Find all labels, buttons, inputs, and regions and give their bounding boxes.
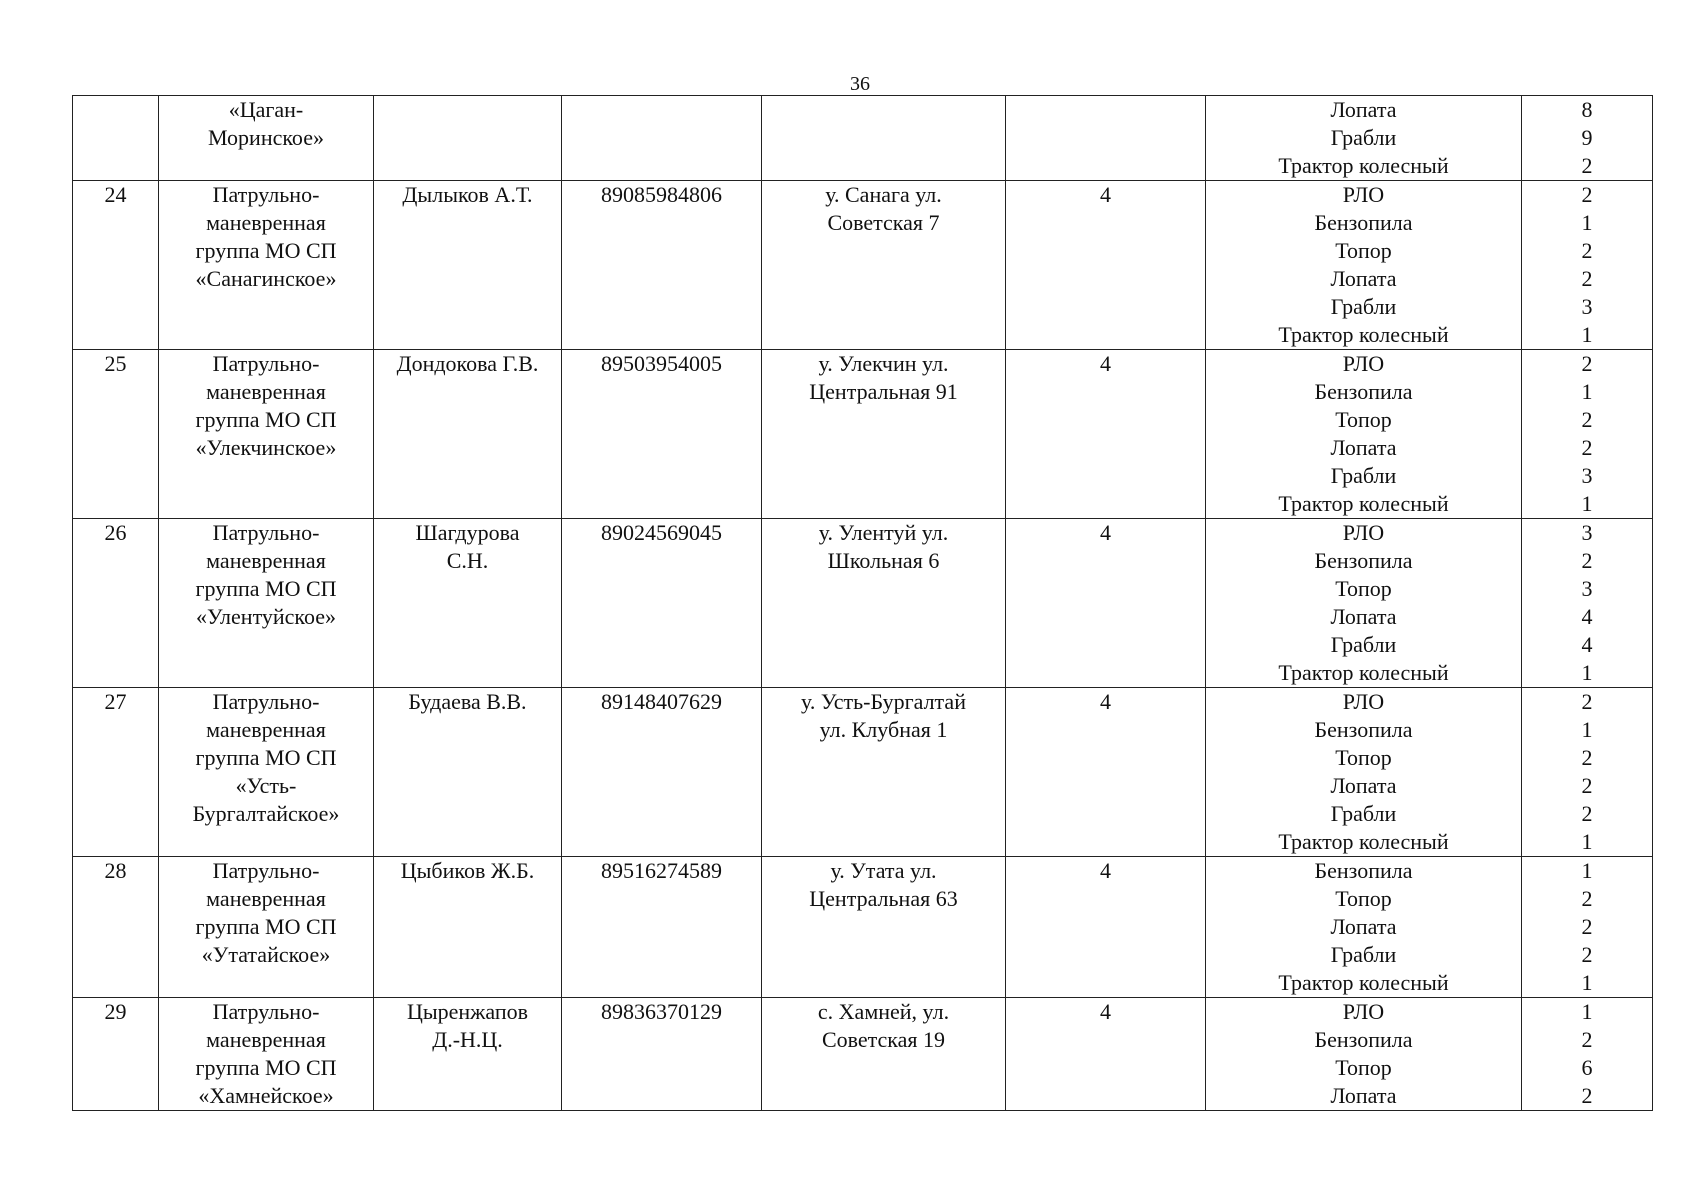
responsible-person-cell — [374, 181, 562, 350]
equipment-cell-line: Топор — [1335, 745, 1392, 770]
staff-count-cell — [1006, 96, 1206, 181]
quantity-cell-line: 1 — [1581, 379, 1593, 404]
quantity-cell-line: 2 — [1581, 689, 1593, 714]
group-name-cell-line: маневренная — [206, 1027, 326, 1052]
table-row — [73, 96, 1653, 181]
group-name-cell-line: маневренная — [206, 548, 326, 573]
phone-cell: 89836370129 — [562, 998, 762, 1111]
quantity-cell-line: 1 — [1581, 970, 1593, 995]
quantity-cell-line: 3 — [1581, 520, 1593, 545]
address-cell — [762, 181, 1006, 350]
equipment-cell-line: РЛО — [1342, 351, 1385, 376]
quantity-cell-line: 2 — [1581, 1027, 1593, 1052]
quantity-cell — [1522, 857, 1653, 998]
quantity-cell-line: 4 — [1581, 632, 1593, 657]
equipment-cell-line: Топор — [1335, 886, 1392, 911]
phone-cell: 89503954005 — [562, 350, 762, 519]
table-row — [73, 519, 1653, 688]
responsible-person-cell-line: Шагдурова — [415, 520, 520, 545]
group-name-cell-line: «Санагинское» — [195, 266, 337, 291]
address-cell — [762, 350, 1006, 519]
responsible-person-cell — [374, 96, 562, 181]
equipment-cell-line: Грабли — [1330, 294, 1397, 319]
quantity-cell-line: 1 — [1581, 999, 1593, 1024]
address-cell-line: ул. Клубная 1 — [819, 717, 948, 742]
group-name-cell-line: Патрульно- — [212, 182, 320, 207]
equipment-cell-line: Лопата — [1330, 97, 1397, 122]
quantity-cell-line: 1 — [1581, 210, 1593, 235]
equipment-cell-line: Грабли — [1330, 125, 1397, 150]
address-cell-line: Советская 19 — [821, 1027, 946, 1052]
equipment-table — [72, 95, 1653, 1111]
table-body — [73, 96, 1653, 1111]
address-cell — [762, 998, 1006, 1111]
row-number-cell: 25 — [73, 350, 159, 519]
equipment-cell-line: Трактор колесный — [1278, 970, 1449, 995]
group-name-cell — [159, 350, 374, 519]
group-name-cell — [159, 181, 374, 350]
address-cell-line: у. Улентуй ул. — [818, 520, 949, 545]
staff-count-cell: 4 — [1006, 688, 1206, 857]
equipment-cell-line: Бензопила — [1314, 379, 1413, 404]
group-name-cell-line: Патрульно- — [212, 858, 320, 883]
address-cell-line: Центральная 63 — [809, 886, 958, 911]
group-name-cell-line: группа МО СП — [195, 745, 337, 770]
equipment-cell — [1206, 96, 1522, 181]
equipment-cell-line: РЛО — [1342, 999, 1385, 1024]
quantity-cell-line: 6 — [1581, 1055, 1593, 1080]
quantity-cell-line: 1 — [1581, 491, 1593, 516]
responsible-person-cell-line: Будаева В.В. — [408, 689, 527, 714]
equipment-cell-line: Грабли — [1330, 801, 1397, 826]
quantity-cell-line: 2 — [1581, 407, 1593, 432]
quantity-cell-line: 1 — [1581, 660, 1593, 685]
quantity-cell — [1522, 181, 1653, 350]
phone-cell: 89148407629 — [562, 688, 762, 857]
group-name-cell-line: Патрульно- — [212, 999, 320, 1024]
address-cell — [762, 519, 1006, 688]
row-number-cell: 29 — [73, 998, 159, 1111]
equipment-cell-line: Грабли — [1330, 942, 1397, 967]
equipment-cell-line: Бензопила — [1314, 717, 1413, 742]
table-row — [73, 181, 1653, 350]
quantity-cell-line: 2 — [1581, 351, 1593, 376]
staff-count-cell: 4 — [1006, 350, 1206, 519]
quantity-cell-line: 2 — [1581, 153, 1593, 178]
quantity-cell-line: 2 — [1581, 1083, 1593, 1108]
equipment-cell-line: Лопата — [1330, 1083, 1397, 1108]
responsible-person-cell — [374, 998, 562, 1111]
group-name-cell-line: маневренная — [206, 886, 326, 911]
staff-count-cell: 4 — [1006, 998, 1206, 1111]
address-cell — [762, 857, 1006, 998]
group-name-cell-line: Патрульно- — [212, 520, 320, 545]
address-cell — [762, 96, 1006, 181]
equipment-cell-line: Грабли — [1330, 463, 1397, 488]
group-name-cell-line: «Утатайское» — [201, 942, 331, 967]
equipment-cell-line: Лопата — [1330, 773, 1397, 798]
equipment-cell-line: Топор — [1335, 238, 1392, 263]
group-name-cell-line: группа МО СП — [195, 1055, 337, 1080]
address-cell-line: у. Усть-Бургалтай — [801, 689, 966, 714]
phone-cell — [562, 96, 762, 181]
group-name-cell-line: «Цаган- — [228, 97, 304, 122]
responsible-person-cell-line: Дылыков А.Т. — [402, 182, 533, 207]
equipment-cell — [1206, 519, 1522, 688]
quantity-cell-line: 2 — [1581, 266, 1593, 291]
equipment-cell — [1206, 998, 1522, 1111]
row-number-cell: 26 — [73, 519, 159, 688]
equipment-cell-line: Лопата — [1330, 266, 1397, 291]
equipment-cell — [1206, 181, 1522, 350]
group-name-cell-line: Моринское» — [208, 125, 324, 150]
quantity-cell-line: 2 — [1581, 801, 1593, 826]
responsible-person-cell-line: Цыренжапов — [406, 999, 529, 1024]
group-name-cell — [159, 688, 374, 857]
responsible-person-cell-line: Цыбиков Ж.Б. — [400, 858, 535, 883]
equipment-cell-line: Трактор колесный — [1278, 153, 1449, 178]
address-cell-line: у. Улекчин ул. — [818, 351, 949, 376]
table-row — [73, 688, 1653, 857]
quantity-cell-line: 2 — [1581, 182, 1593, 207]
responsible-person-cell-line: Дондокова Г.В. — [396, 351, 539, 376]
group-name-cell — [159, 96, 374, 181]
row-number-cell: 24 — [73, 181, 159, 350]
quantity-cell-line: 2 — [1581, 548, 1593, 573]
equipment-cell-line: Трактор колесный — [1278, 322, 1449, 347]
quantity-cell — [1522, 96, 1653, 181]
group-name-cell-line: «Улекчинское» — [195, 435, 337, 460]
group-name-cell-line: «Усть- — [235, 773, 297, 798]
equipment-cell — [1206, 857, 1522, 998]
row-number-cell: 28 — [73, 857, 159, 998]
group-name-cell-line: Бургалтайское» — [192, 801, 340, 826]
group-name-cell-line: маневренная — [206, 717, 326, 742]
phone-cell: 89516274589 — [562, 857, 762, 998]
group-name-cell-line: группа МО СП — [195, 407, 337, 432]
group-name-cell — [159, 857, 374, 998]
equipment-cell-line: Топор — [1335, 576, 1392, 601]
page-number: 36 — [850, 73, 870, 95]
quantity-cell — [1522, 998, 1653, 1111]
address-cell — [762, 688, 1006, 857]
quantity-cell-line: 1 — [1581, 858, 1593, 883]
quantity-cell-line: 2 — [1581, 914, 1593, 939]
equipment-cell-line: Трактор колесный — [1278, 660, 1449, 685]
equipment-cell-line: РЛО — [1342, 520, 1385, 545]
equipment-cell-line: Топор — [1335, 407, 1392, 432]
quantity-cell-line: 1 — [1581, 717, 1593, 742]
quantity-cell-line: 2 — [1581, 942, 1593, 967]
equipment-cell — [1206, 350, 1522, 519]
equipment-cell-line: Топор — [1335, 1055, 1392, 1080]
group-name-cell-line: Патрульно- — [212, 351, 320, 376]
group-name-cell-line: Патрульно- — [212, 689, 320, 714]
equipment-cell-line: Лопата — [1330, 435, 1397, 460]
quantity-cell — [1522, 350, 1653, 519]
equipment-cell-line: РЛО — [1342, 182, 1385, 207]
table-row — [73, 857, 1653, 998]
staff-count-cell: 4 — [1006, 519, 1206, 688]
quantity-cell-line: 1 — [1581, 322, 1593, 347]
quantity-cell-line: 8 — [1581, 97, 1593, 122]
quantity-cell-line: 2 — [1581, 886, 1593, 911]
address-cell-line: с. Хамней, ул. — [817, 999, 950, 1024]
equipment-cell-line: Бензопила — [1314, 548, 1413, 573]
equipment-cell — [1206, 688, 1522, 857]
quantity-cell-line: 3 — [1581, 463, 1593, 488]
quantity-cell-line: 2 — [1581, 435, 1593, 460]
row-number-cell: 27 — [73, 688, 159, 857]
quantity-cell-line: 2 — [1581, 745, 1593, 770]
responsible-person-cell — [374, 688, 562, 857]
quantity-cell-line: 1 — [1581, 829, 1593, 854]
phone-cell: 89085984806 — [562, 181, 762, 350]
quantity-cell-line: 3 — [1581, 294, 1593, 319]
phone-cell: 89024569045 — [562, 519, 762, 688]
responsible-person-cell — [374, 519, 562, 688]
quantity-cell-line: 3 — [1581, 576, 1593, 601]
group-name-cell — [159, 998, 374, 1111]
quantity-cell-line: 9 — [1581, 125, 1593, 150]
staff-count-cell: 4 — [1006, 857, 1206, 998]
address-cell-line: Школьная 6 — [827, 548, 940, 573]
group-name-cell-line: маневренная — [206, 379, 326, 404]
quantity-cell — [1522, 519, 1653, 688]
equipment-cell-line: Лопата — [1330, 914, 1397, 939]
row-number-cell — [73, 96, 159, 181]
equipment-cell-line: Лопата — [1330, 604, 1397, 629]
group-name-cell-line: группа МО СП — [195, 576, 337, 601]
quantity-cell-line: 2 — [1581, 238, 1593, 263]
equipment-cell-line: РЛО — [1342, 689, 1385, 714]
equipment-cell-line: Трактор колесный — [1278, 491, 1449, 516]
responsible-person-cell-line: С.Н. — [446, 548, 489, 573]
group-name-cell-line: маневренная — [206, 210, 326, 235]
group-name-cell-line: «Хамнейское» — [198, 1083, 334, 1108]
table-row — [73, 350, 1653, 519]
group-name-cell — [159, 519, 374, 688]
group-name-cell-line: «Улентуйское» — [195, 604, 337, 629]
responsible-person-cell — [374, 350, 562, 519]
equipment-cell-line: Бензопила — [1314, 1027, 1413, 1052]
staff-count-cell: 4 — [1006, 181, 1206, 350]
address-cell-line: Советская 7 — [827, 210, 940, 235]
responsible-person-cell — [374, 857, 562, 998]
table-row — [73, 998, 1653, 1111]
equipment-cell-line: Грабли — [1330, 632, 1397, 657]
quantity-cell-line: 2 — [1581, 773, 1593, 798]
group-name-cell-line: группа МО СП — [195, 914, 337, 939]
quantity-cell — [1522, 688, 1653, 857]
group-name-cell-line: группа МО СП — [195, 238, 337, 263]
address-cell-line: у. Санага ул. — [825, 182, 942, 207]
equipment-cell-line: Бензопила — [1314, 858, 1413, 883]
responsible-person-cell-line: Д.-Н.Ц. — [432, 1027, 503, 1052]
equipment-cell-line: Бензопила — [1314, 210, 1413, 235]
quantity-cell-line: 4 — [1581, 604, 1593, 629]
address-cell-line: Центральная 91 — [809, 379, 958, 404]
equipment-cell-line: Трактор колесный — [1278, 829, 1449, 854]
address-cell-line: у. Утата ул. — [830, 858, 937, 883]
